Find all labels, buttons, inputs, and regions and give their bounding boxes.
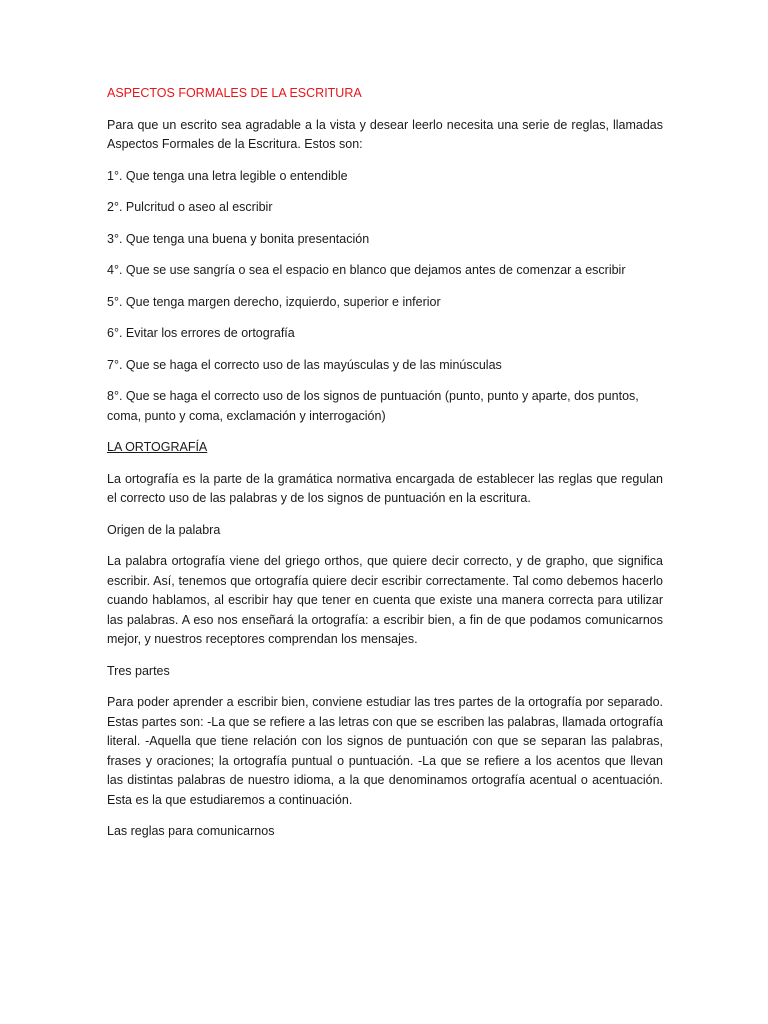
list-item: 5°. Que tenga margen derecho, izquierdo, superior e inferior [107, 294, 441, 309]
section-heading-tres-partes: Tres partes [107, 663, 170, 678]
list-item: 2°. Pulcritud o aseo al escribir [107, 200, 273, 214]
list-item: 8°. Que se haga el correcto uso de los signos de puntuación (punto, punto y aparte, dos puntos, coma, punto y coma, exclamación y interrogación) [107, 389, 639, 423]
section-heading-ortografia: LA ORTOGRAFÍA [107, 440, 208, 454]
section-body-origen: La palabra ortografía viene del griego orthos, que quiere decir correcto, y de grapho, que significa escribir. Así, tenemos que ortografía quiere decir escribir correctamente. Tal como debemos hacerlo cuando hablamos, al escribir hay que tener en cuenta que existe una manera correcta para utilizar las palabras. A eso nos enseñará la ortografía: a escribir bien, a fin de que podamos comunicarnos mejor, y nuestros receptores comprendan los mensajes. [107, 554, 663, 646]
list-item: 1°. Que tenga una letra legible o entendible [107, 168, 348, 183]
list-item: 7°. Que se haga el correcto uso de las mayúsculas y de las minúsculas [107, 357, 502, 372]
document-page [107, 84, 663, 854]
list-item: 6°. Evitar los errores de ortografía [107, 326, 295, 340]
list-item: 3°. Que tenga una buena y bonita presentación [107, 231, 370, 246]
section-body-tres-partes: Para poder aprender a escribir bien, conviene estudiar las tres partes de la ortografía por separado. Estas partes son: -La que se refiere a las letras con que se escriben las palabras, llamada ortografía literal. -Aquella que tiene relación con los signos de puntuación con que se separan las palabras, frases y oraciones; la ortografía puntual o puntuación. -La que se refiere a los acentos que llevan las distintas palabras de nuestro idioma, a la que denominamos ortografía acentual o acentuación. Esta es la que estudiaremos a continuación. [107, 695, 663, 807]
intro-paragraph: Para que un escrito sea agradable a la vista y desear leerlo necesita una serie de reglas, llamadas Aspectos Formales de la Escritura. Estos son: [107, 117, 663, 151]
section-heading-reglas: Las reglas para comunicarnos [107, 824, 275, 838]
document-title: ASPECTOS FORMALES DE LA ESCRITURA [107, 86, 362, 100]
section-body-ortografia: La ortografía es la parte de la gramática normativa encargada de establecer las reglas que regulan el correcto uso de las palabras y de los signos de puntuación en la escritura. [107, 471, 663, 505]
section-heading-origen: Origen de la palabra [107, 522, 221, 537]
list-item: 4°. Que se use sangría o sea el espacio en blanco que dejamos antes de comenzar a escribir [107, 263, 626, 277]
